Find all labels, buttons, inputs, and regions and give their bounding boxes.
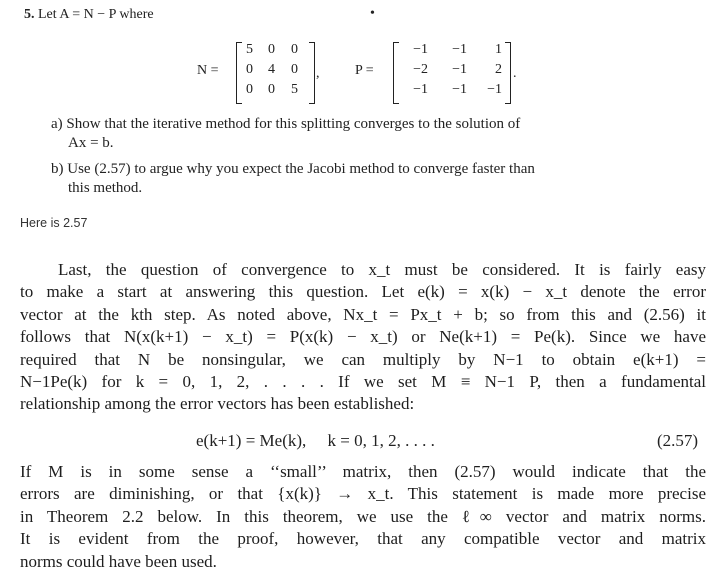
equation-2-57: e(k+1) = Me(k), k = 0, 1, 2, . . . . xyxy=(196,431,435,450)
matrix-p-period: . xyxy=(513,66,517,81)
matrix-p-cell: −1 xyxy=(487,82,502,97)
matrix-p-right-bracket xyxy=(505,42,511,104)
matrix-n-cell: 4 xyxy=(268,62,275,77)
excerpt-line: relationship among the error vectors has been established: xyxy=(20,394,415,414)
stray-dot: • xyxy=(370,6,375,21)
excerpt-line: to make a start at answering this question. Let e(k) = x(k) − x_t denote the error xyxy=(20,282,706,302)
matrix-p-cell: 2 xyxy=(495,62,502,77)
excerpt-line: in Theorem 2.2 below. In this theorem, we use the ℓ∞ vector and matrix norms. xyxy=(20,506,706,526)
problem-heading xyxy=(24,7,154,23)
matrix-n-right-bracket xyxy=(309,42,315,104)
excerpt-line: required that N be nonsingular, we can multiply by N−1 to obtain e(k+1) = xyxy=(20,349,706,369)
excerpt-line: vector at the kth step. As noted above, Nx_t = Px_t + b; so from this and (2.56) it xyxy=(20,304,706,324)
excerpt-paragraph-1 xyxy=(20,259,706,416)
matrix-n-cell: 0 xyxy=(246,62,253,77)
matrix-n-cell: 0 xyxy=(268,82,275,97)
part-b-line-2: this method. xyxy=(68,180,143,196)
matrix-n-cell: 5 xyxy=(291,82,298,97)
excerpt-line: N−1Pe(k) for k = 0, 1, 2, . . . . If we set M ≡ N−1 P, then a fundamental xyxy=(20,372,706,392)
excerpt-paragraph-2 xyxy=(20,461,706,573)
excerpt-line: It is evident from the proof, however, that any compatible vector and matrix xyxy=(20,529,706,549)
matrix-p-cell: −1 xyxy=(452,82,467,97)
matrix-n-cell: 0 xyxy=(268,42,275,57)
matrix-p-cell: −2 xyxy=(413,62,428,77)
problem-statement: Let A = N − P where xyxy=(38,7,154,22)
excerpt-line: If M is in some sense a ‘‘small’’ matrix, then (2.57) would indicate that the xyxy=(20,462,706,481)
matrix-n-cell: 0 xyxy=(291,62,298,77)
part-b-line-1: b) Use (2.57) to argue why you expect the Jacobi method to converge faster than xyxy=(51,161,535,177)
matrix-n-comma: , xyxy=(316,66,320,81)
note-text: Here is 2.57 xyxy=(20,216,88,230)
part-a-line-2: Ax = b. xyxy=(68,135,114,151)
excerpt-line: norms could have been used. xyxy=(20,551,217,571)
matrix-p-left-bracket xyxy=(393,42,399,104)
matrix-n-label: N = xyxy=(197,63,219,78)
matrix-p-cell: −1 xyxy=(413,42,428,57)
matrix-p-cell: −1 xyxy=(413,82,428,97)
equation-number: (2.57) xyxy=(657,431,699,450)
problem-number: 5. xyxy=(24,7,35,22)
matrix-n-cell: 0 xyxy=(291,42,298,57)
excerpt-line: errors are diminishing, or that {x(k)} → x_t. This statement is made more precise xyxy=(20,484,706,504)
matrix-p-label: P = xyxy=(355,63,374,78)
matrix-p-cell: −1 xyxy=(452,62,467,77)
matrix-n-cell: 5 xyxy=(246,42,253,57)
matrix-p-cell: 1 xyxy=(495,42,502,57)
excerpt-line: Last, the question of convergence to x_t must be considered. It is fairly easy xyxy=(58,260,706,279)
matrix-n-cell: 0 xyxy=(246,82,253,97)
matrix-p-cell: −1 xyxy=(452,42,467,57)
part-a-line-1: a) Show that the iterative method for this splitting converges to the solution of xyxy=(51,116,521,132)
excerpt-line: follows that N(x(k+1) − x_t) = P(x(k) − x_t) or Ne(k+1) = Pe(k). Since we have xyxy=(20,327,706,347)
